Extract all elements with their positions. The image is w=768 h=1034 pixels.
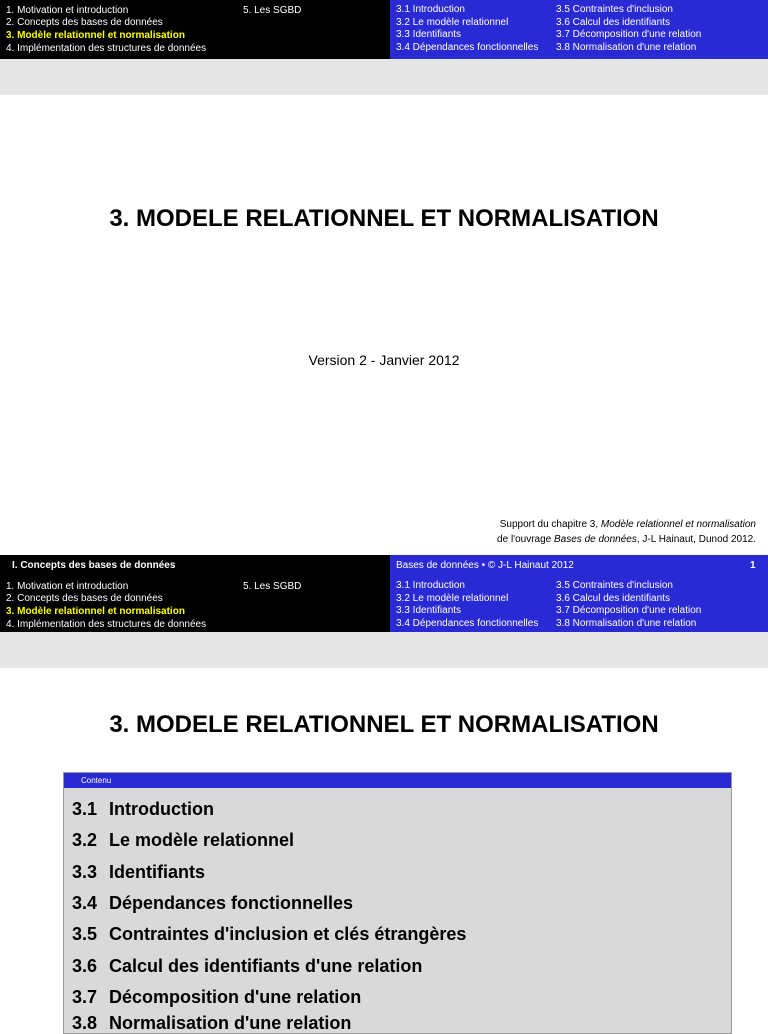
slide1-nav-bar [0, 0, 768, 59]
version-label: Version 2 - Janvier 2012 [308, 352, 460, 368]
nav-chapter-5[interactable]: 5. Les SGBD [243, 581, 302, 592]
nav-chapter-2[interactable]: 2. Concepts des bases de données [6, 17, 163, 28]
contents-item[interactable] [72, 893, 353, 914]
support-line-1 [497, 517, 756, 532]
contents-item-label: Dépendances fonctionnelles [109, 893, 354, 913]
contents-item[interactable] [72, 799, 214, 820]
contents-item-number: 3.7 [72, 987, 98, 1007]
nav-chapter-1[interactable]: 1. Motivation et introduction [6, 5, 129, 16]
contents-item[interactable] [72, 924, 466, 945]
nav-section-3-2[interactable]: 3.2 Le modèle relationnel [396, 17, 509, 28]
support-line-1-prefix: Support du chapitre 3, [499, 519, 601, 530]
nav-chapter-4[interactable]: 4. Implémentation des structures de données [6, 43, 207, 54]
page-number: 1 [750, 560, 756, 571]
contents-item-label: Décomposition d'une relation [109, 987, 362, 1007]
nav-sections-panel-2 [390, 555, 768, 632]
support-line-1-italic: Modèle relationnel et normalisation [600, 519, 756, 530]
nav-chapter-2[interactable]: 2. Concepts des bases de données [6, 593, 163, 604]
contents-header: Contenu [64, 773, 731, 788]
contents-item-number: 3.1 [72, 799, 98, 819]
nav-section-3-6[interactable]: 3.6 Calcul des identifiants [556, 593, 670, 604]
footer-credit: Bases de données • © J-L Hainaut 2012 [396, 560, 574, 571]
nav-section-3-5[interactable]: 3.5 Contraintes d'inclusion [556, 580, 673, 591]
nav-section-3-3[interactable]: 3.3 Identifiants [396, 29, 462, 40]
slide2-grey-band [0, 632, 768, 668]
contents-item[interactable] [72, 830, 294, 851]
nav-chapters-panel [0, 0, 390, 59]
nav-section-3-4[interactable]: 3.4 Dépendances fonctionnelles [396, 618, 539, 629]
contents-item[interactable] [72, 956, 422, 977]
nav-section-3-1[interactable]: 3.1 Introduction [396, 580, 465, 591]
nav-section-3-7[interactable]: 3.7 Décomposition d'une relation [556, 29, 702, 40]
contents-item-label: Normalisation d'une relation [109, 1013, 352, 1033]
nav-section-3-7[interactable]: 3.7 Décomposition d'une relation [556, 605, 702, 616]
contents-item[interactable] [72, 862, 205, 883]
nav-section-3-4[interactable]: 3.4 Dépendances fonctionnelles [396, 42, 539, 53]
contents-item-number: 3.8 [72, 1013, 98, 1033]
support-line-2 [497, 532, 756, 547]
nav-chapters-panel-2 [0, 555, 390, 632]
nav-chapter-5[interactable]: 5. Les SGBD [243, 5, 302, 16]
nav-chapter-1[interactable]: 1. Motivation et introduction [6, 581, 129, 592]
footer-section-title: I. Concepts des bases de données [12, 560, 176, 571]
nav-sections-panel [390, 0, 768, 59]
contents-item-number: 3.6 [72, 956, 98, 976]
slide2-nav-bar [0, 555, 768, 632]
nav-chapter-3[interactable]: 3. Modèle relationnel et normalisation [6, 606, 185, 617]
nav-section-3-8[interactable]: 3.8 Normalisation d'une relation [556, 618, 697, 629]
slide1-title: 3. MODELE RELATIONNEL ET NORMALISATION [109, 205, 659, 232]
support-line-2-prefix: de l'ouvrage [497, 534, 554, 545]
support-line-2-suffix: , J-L Hainaut, Dunod 2012. [636, 534, 756, 545]
contents-item-number: 3.4 [72, 893, 98, 913]
contents-item-number: 3.5 [72, 924, 98, 944]
nav-section-3-3[interactable]: 3.3 Identifiants [396, 605, 462, 616]
nav-section-3-6[interactable]: 3.6 Calcul des identifiants [556, 17, 670, 28]
contents-item-label: Le modèle relationnel [109, 830, 295, 850]
contents-item-number: 3.2 [72, 830, 98, 850]
contents-item-label: Calcul des identifiants d'une relation [109, 956, 423, 976]
support-note [497, 517, 756, 547]
nav-section-3-8[interactable]: 3.8 Normalisation d'une relation [556, 42, 697, 53]
contents-item[interactable] [72, 987, 361, 1008]
nav-chapter-3[interactable]: 3. Modèle relationnel et normalisation [6, 30, 185, 41]
nav-chapter-4[interactable]: 4. Implémentation des structures de données [6, 619, 207, 630]
slide1-grey-band [0, 59, 768, 95]
contents-item-number: 3.3 [72, 862, 98, 882]
nav-section-3-1[interactable]: 3.1 Introduction [396, 4, 465, 15]
slide2-title: 3. MODELE RELATIONNEL ET NORMALISATION [109, 711, 659, 738]
nav-section-3-5[interactable]: 3.5 Contraintes d'inclusion [556, 4, 673, 15]
nav-section-3-2[interactable]: 3.2 Le modèle relationnel [396, 593, 509, 604]
contents-item-label: Identifiants [109, 862, 206, 882]
support-line-2-italic: Bases de données [554, 534, 637, 545]
contents-box [63, 772, 732, 1034]
contents-item-label: Introduction [109, 799, 214, 819]
contents-item-label: Contraintes d'inclusion et clés étrangères [109, 924, 467, 944]
